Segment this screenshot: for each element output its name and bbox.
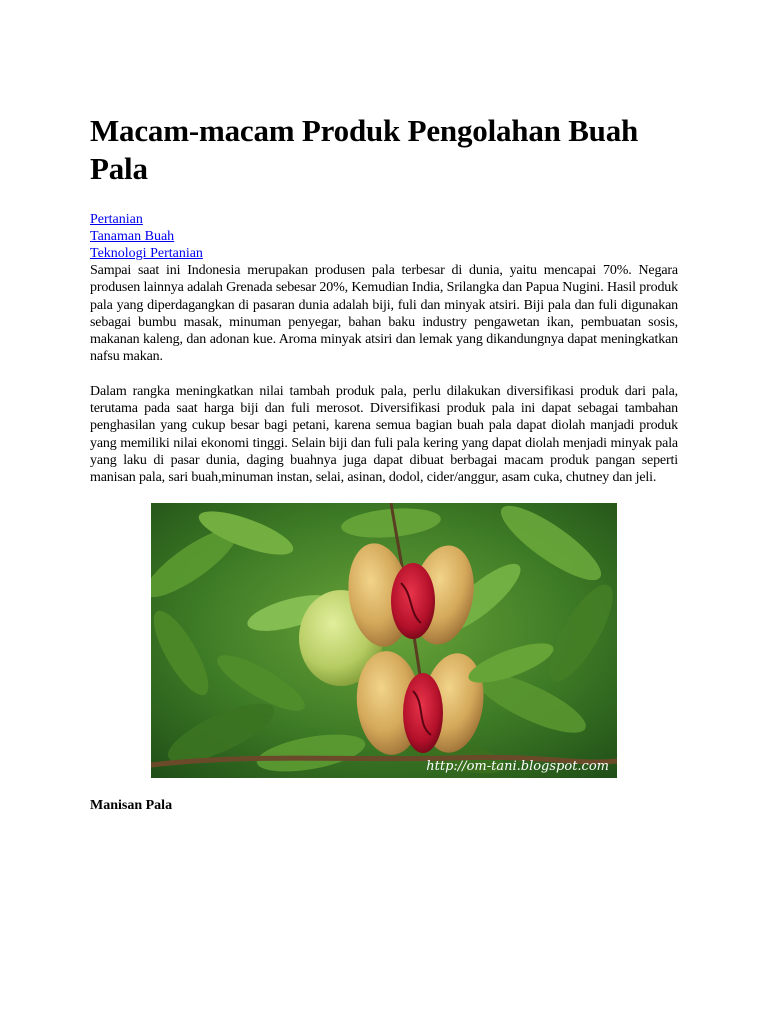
paragraph-diversification: Dalam rangka meningkatkan nilai tambah produk pala, perlu dilakukan diversifikasi produk dari pala, terutama pada saat harga biji dan fuli merosot. Diversifikasi produk pala ini dapat sebagai tambahan penghasilan yang cukup besar bagi petani, karena semua bagian buah pala dapat diolah manjadi produk yang memiliki nilai ekonomi tinggi. Selain biji dan fuli pala kering yang dapat diolah menjadi minyak pala yang laku di pasar dunia, daging buahnya juga dapat dibuat berbagai macam produk pangan seperti manisan pala, sari buah,minuman instan, selai, asinan, dodol, cider/anggur, asam cuka, chutney dan jeli. xyxy=(90,383,678,486)
tag-list xyxy=(90,211,678,262)
tag-link-teknologi-pertanian[interactable]: Teknologi Pertanian xyxy=(90,246,203,261)
tag-link-tanaman-buah[interactable]: Tanaman Buah xyxy=(90,229,175,244)
article xyxy=(90,112,678,814)
article-title: Macam-macam Produk Pengolahan Buah Pala xyxy=(90,113,639,186)
nutmeg-fruit-photo xyxy=(151,503,617,778)
photo-watermark: http://om-tani.blogspot.com xyxy=(426,758,609,774)
tag-link-pertanian[interactable]: Pertanian xyxy=(90,212,143,227)
section-heading-manisan-pala: Manisan Pala xyxy=(90,797,173,813)
paragraph-intro: Sampai saat ini Indonesia merupakan produsen pala terbesar di dunia, yaitu mencapai 70%. Negara produsen lainnya adalah Grenada sebesar 20%, Kemudian India, Srilangka dan Papua Nugini. Hasil produk pala yang diperdagangkan di pasaran dunia adalah biji, fuli dan minyak atsiri. Biji pala dan fuli digunakan sebagai bumbu masak, minuman penyegar, bahan baku industry pengawetan ikan, pembuatan sosis, makanan kaleng, dan adonan kue. Aroma minyak atsiri dan lemak yang dikandungnya dapat meningkatkan nafsu makan. xyxy=(90,263,678,365)
